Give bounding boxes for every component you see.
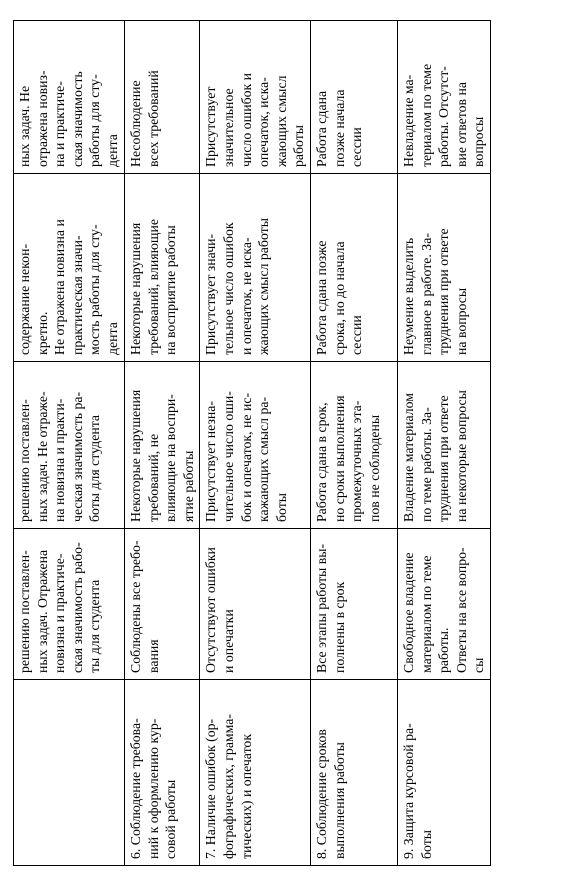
- good-cell: Работа сдана в срок, но сроки выполнения промежуточных эта- пов не соблюдены: [310, 362, 397, 529]
- table-row: [310, 21, 397, 866]
- unsatisfactory-cell: Работа сдана позже начала сессии: [310, 21, 397, 174]
- unsatisfactory-cell: Несоблюдение всех требований: [125, 21, 200, 174]
- good-cell: Присутствует незна- чительное число оши- бок и опечаток, не ис- кажающих смысл ра- боты: [200, 362, 311, 529]
- satisfactory-cell: Некоторые нарушения требований, влияющие на восприятие работы: [125, 174, 200, 362]
- excellent-cell: Свободное владение материалом по теме работы. Ответы на все вопро- сы: [397, 529, 490, 680]
- criterion-cell: 6. Соблюдение требова- ний к оформлению кур- совой работы: [125, 680, 200, 866]
- criterion-cell: 7. Наличие ошибок (ор- фографических, грамма- тических) и опечаток: [200, 680, 311, 866]
- good-cell: Некоторые нарушения требований, не влияющие на воспри- ятие работы: [125, 362, 200, 529]
- table-row: [200, 21, 311, 866]
- good-cell: Владение материалом по теме работы. За- труднения при ответе на некоторые вопросы: [397, 362, 490, 529]
- unsatisfactory-cell: Невладение ма- териалом по теме работы. Отсутст- вие ответов на вопросы: [397, 21, 490, 174]
- table-row: [14, 21, 125, 866]
- excellent-cell: решению поставлен- ных задач. Отражена новизна и практиче- ская значимость рабо- ты для студента: [14, 529, 125, 680]
- table-row: [125, 21, 200, 866]
- satisfactory-cell: Работа сдана позже срока, но до начала сессии: [310, 174, 397, 362]
- criterion-cell: 9. Защита курсовой ра- боты: [397, 680, 490, 866]
- good-cell: решению поставлен- ных задач. Не отраже- на новизна и практи- ческая значимость ра- боты для студента: [14, 362, 125, 529]
- grading-criteria-table: [13, 20, 491, 866]
- satisfactory-cell: Присутствует значи- тельное число ошибок и опечаток, не иска- жающих смысл работы: [200, 174, 311, 362]
- satisfactory-cell: содержание некон- кретно. Не отражена новизна и практическая значи- мость работы для сту- дента: [14, 174, 125, 362]
- criterion-cell: 8. Соблюдение сроков выполнения работы: [310, 680, 397, 866]
- unsatisfactory-cell: ных задач. Не отражена новиз- на и практиче- ская значимость работы для сту- дента: [14, 21, 125, 174]
- excellent-cell: Соблюдены все требо- вания: [125, 529, 200, 680]
- table-row: [397, 21, 490, 866]
- criterion-cell: [14, 680, 125, 866]
- satisfactory-cell: Неумение выделить главное в работе. За- труднения при ответе на вопросы: [397, 174, 490, 362]
- excellent-cell: Все этапы работы вы- полнены в срок: [310, 529, 397, 680]
- excellent-cell: Отсутствуют ошибки и опечатки: [200, 529, 311, 680]
- unsatisfactory-cell: Присутствует значительное число ошибок и опечаток, иска- жающих смысл работы: [200, 21, 311, 174]
